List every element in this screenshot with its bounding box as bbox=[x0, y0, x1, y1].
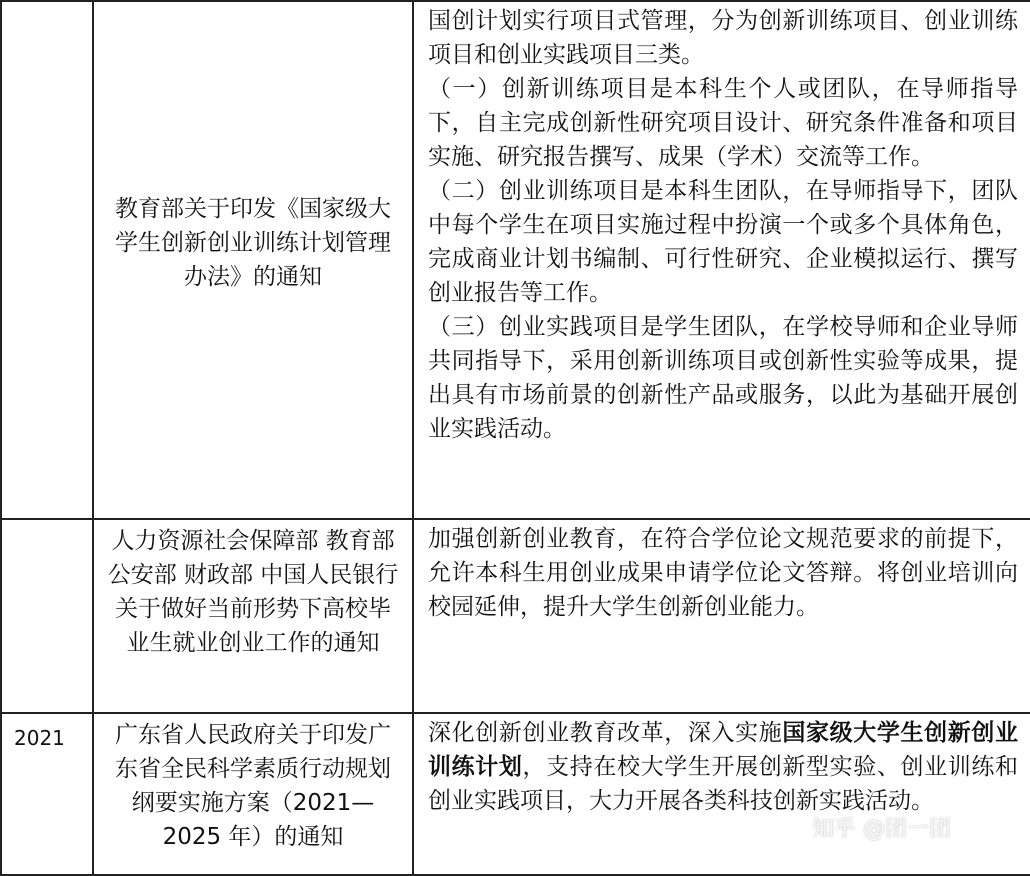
policy-content bbox=[414, 520, 1030, 624]
table-row bbox=[1, 713, 1030, 875]
highlight-text: 国家级大学生创新创业训练计划 bbox=[428, 720, 1018, 780]
year-cell bbox=[1, 519, 93, 713]
title-cell bbox=[93, 519, 413, 713]
policy-title: 广东省人民政府关于印发广东省全民科学素质行动规划纲要实施方案（2021—2025 年）的通知 bbox=[115, 722, 391, 850]
content-paragraph: （一）创新训练项目是本科生个人或团队，在导师指导下，自主完成创新性研究项目设计、研究条件准备和项目实施、研究报告撰写、成果（学术）交流等工作。 bbox=[428, 76, 1018, 170]
table-row bbox=[1, 1, 1030, 519]
content-cell bbox=[413, 713, 1030, 875]
policy-content bbox=[414, 714, 1030, 818]
content-paragraph: 国创计划实行项目式管理，分为创新训练项目、创业训练项目和创业实践项目三类。 bbox=[428, 8, 1018, 68]
content-cell bbox=[413, 519, 1030, 713]
year-cell bbox=[1, 713, 93, 875]
watermark: 知乎 @团一团 bbox=[812, 817, 951, 842]
title-cell bbox=[93, 713, 413, 875]
content-cell bbox=[413, 1, 1030, 519]
content-paragraph: （二）创业训练项目是本科生团队，在导师指导下，团队中每个学生在项目实施过程中扮演一个或多个具体角色，完成商业计划书编制、可行性研究、企业模拟运行、撰写创业报告等工作。 bbox=[428, 178, 1018, 306]
policy-title: 教育部关于印发《国家级大学生创新创业训练计划管理办法》的通知 bbox=[115, 196, 391, 290]
content-paragraph: 深化创新创业教育改革，深入实施国家级大学生创新创业训练计划，支持在校大学生开展创新型实验、创业训练和创业实践项目，大力开展各类科技创新实践活动。 bbox=[428, 720, 1018, 814]
policy-title: 人力资源社会保障部 教育部 公安部 财政部 中国人民银行关于做好当前形势下高校毕业生就业创业工作的通知 bbox=[107, 528, 399, 656]
policy-content bbox=[414, 2, 1030, 446]
content-paragraph: 加强创新创业教育，在符合学位论文规范要求的前提下，允许本科生用创业成果申请学位论文答辩。将创业培训向校园延伸，提升大学生创新创业能力。 bbox=[428, 526, 1018, 620]
content-paragraph: （三）创业实践项目是学生团队，在学校导师和企业导师共同指导下，采用创新训练项目或创新性实验等成果，提出具有市场前景的创新性产品或服务，以此为基础开展创业实践活动。 bbox=[428, 314, 1018, 442]
table-row bbox=[1, 519, 1030, 713]
year-label: 2021 bbox=[14, 726, 65, 750]
year-cell bbox=[1, 1, 93, 519]
title-cell bbox=[93, 1, 413, 519]
